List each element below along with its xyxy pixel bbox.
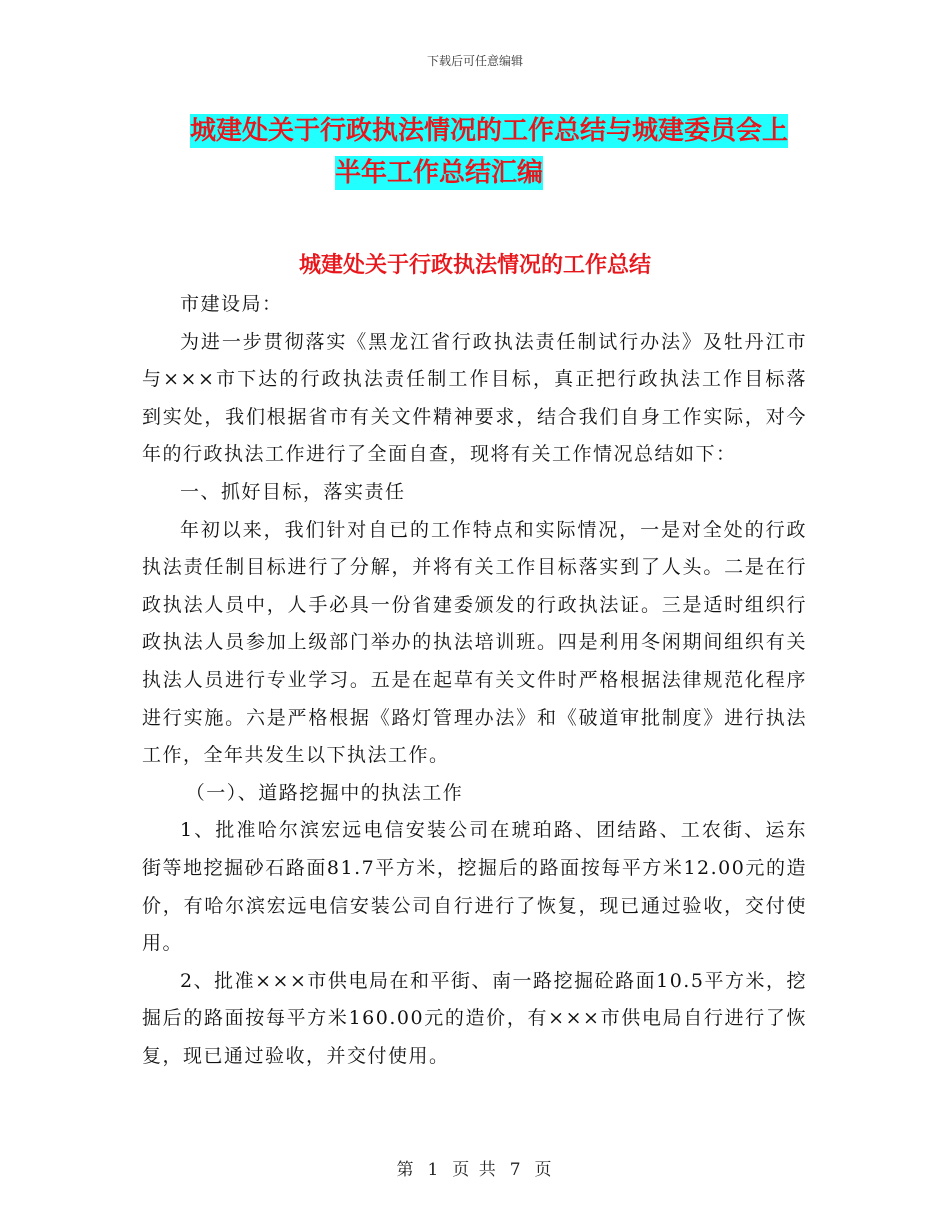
section-title: 城建处关于行政执法情况的工作总结 <box>298 253 651 278</box>
title-line: 城建处关于行政执法情况的工作总结与城建委员会上 <box>190 116 789 146</box>
footer-suffix: 页 <box>534 1160 554 1180</box>
footer-prefix: 第 <box>396 1160 416 1180</box>
page-number: 1 <box>427 1160 441 1180</box>
paragraph: 为进一步贯彻落实《黑龙江省行政执法责任制试行办法》及牡丹江市与×××市下达的行政执法责任制工作目标，真正把行政执法工作目标落到实处，我们根据省市有关文件精神要求，结合我们自身工作实际，对今年的行政执法工作进行了全面自查，现将有关工作情况总结如下： <box>142 330 807 466</box>
footer-mid: 页 共 <box>452 1160 498 1180</box>
salutation: 市建设局： <box>180 293 283 315</box>
page-footer <box>0 1155 950 1180</box>
paragraph: 1、批准哈尔滨宏远电信安装公司在琥珀路、团结路、工农街、运东街等地挖掘砂石路面81.7平方米，挖掘后的路面按每平方米12.00元的造价，有哈尔滨宏远电信安装公司自行进行了恢复，现已通过验收，交付使用。 <box>142 819 807 955</box>
paragraph: 年初以来，我们针对自已的工作特点和实际情况，一是对全处的行政执法责任制目标进行了分解，并将有关工作目标落实到了人头。二是在行政执法人员中，人手必具一份省建委颁发的行政执法证。三是适时组织行政执法人员参加上级部门举办的执法培训班。四是利用冬闲期间组织有关执法人员进行专业学习。五是在起草有关文件时严格根据法律规范化程序进行实施。六是严格根据《路灯管理办法》和《破道审批制度》进行执法工作，全年共发生以下执法工作。 <box>142 518 807 767</box>
section-heading: 一、抓好目标，落实责任 <box>180 480 406 503</box>
paragraph: 2、批准×××市供电局在和平街、南一路挖掘砼路面10.5平方米，挖掘后的路面按每平方米160.00元的造价，有×××市供电局自行进行了恢复，现已通过验收，并交付使用。 <box>142 969 807 1067</box>
total-pages: 7 <box>509 1160 523 1180</box>
subsection-heading: （一）、道路挖掘中的执法工作 <box>185 781 464 804</box>
document-title <box>190 110 810 194</box>
document-body <box>142 286 807 1075</box>
header-note: 下载后可任意编辑 <box>426 54 523 68</box>
title-line: 半年工作总结汇编 <box>335 158 544 188</box>
